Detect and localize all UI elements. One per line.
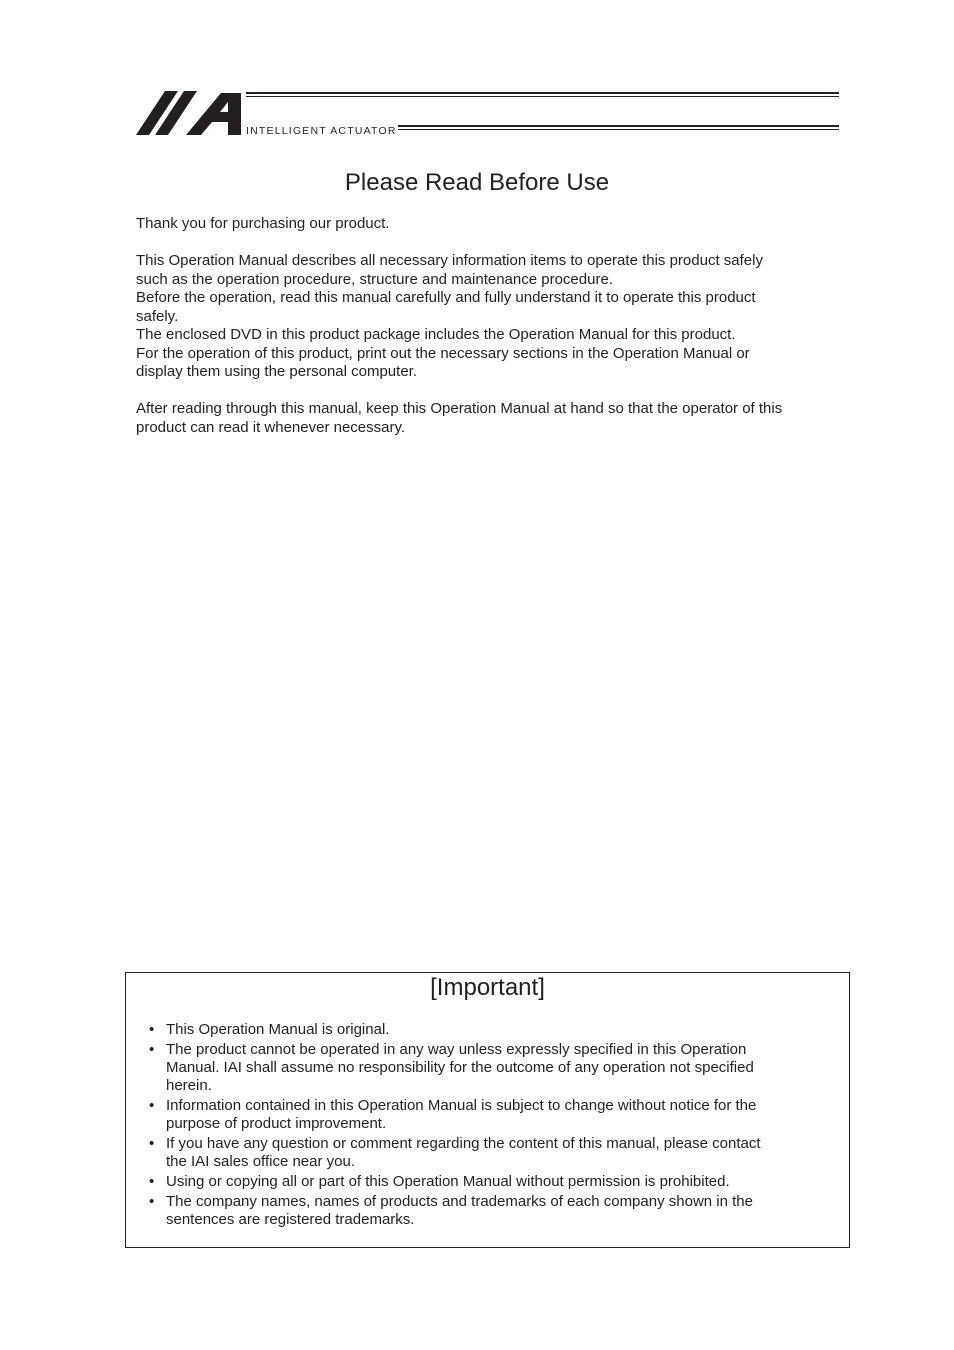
intro-paragraph [136,400,836,437]
important-line: This Operation Manual is original. [166,1021,390,1038]
bullet-icon: • [149,1135,155,1152]
header-rule-lower [398,125,839,127]
page-header [136,88,840,140]
intro-line: Thank you for purchasing our product. [136,215,390,232]
important-line: Using or copying all or part of this Operation Manual without permission is prohibited. [166,1173,730,1190]
important-item [146,1097,826,1133]
intro-line: such as the operation procedure, structure and maintenance procedure. [136,270,613,288]
iai-logo [136,91,244,135]
intro-line: For the operation of this product, print out the necessary sections in the Operation Manual or [136,344,750,362]
page-title: Please Read Before Use [344,169,610,196]
important-item [146,1041,826,1095]
important-item [146,1021,826,1039]
important-notice-box [125,972,850,1248]
important-list [146,1021,826,1231]
bullet-icon: • [149,1021,155,1038]
important-item [146,1135,826,1171]
bullet-icon: • [149,1193,155,1210]
important-line: sentences are registered trademarks. [166,1211,415,1228]
important-item [146,1173,826,1191]
intro-line: product can read it whenever necessary. [136,418,406,436]
intro-paragraph [136,252,836,382]
intro-line: display them using the personal computer. [136,363,417,380]
important-line: herein. [166,1077,212,1094]
important-line: purpose of product improvement. [166,1115,387,1132]
logo-a-shape [186,93,241,135]
important-line: The company names, names of products and trademarks of each company shown in the [166,1193,753,1210]
important-line: the IAI sales office near you. [166,1153,356,1170]
brand-name: INTELLIGENT ACTUATOR [246,125,397,137]
bullet-icon: • [149,1097,155,1114]
intro-line: The enclosed DVD in this product package includes the Operation Manual for this product. [136,326,736,343]
important-line: Manual. IAI shall assume no responsibility for the outcome of any operation not specified [166,1059,754,1076]
important-line: Information contained in this Operation Manual is subject to change without notice for the [166,1097,757,1114]
header-rule-lower-thin [398,129,839,130]
header-rule-upper-thin [246,96,839,97]
header-rule-upper [246,92,839,94]
intro-line: safely. [136,307,179,325]
bullet-icon: • [149,1041,155,1058]
bullet-icon: • [149,1173,155,1190]
intro-paragraph [136,215,836,234]
intro-line: This Operation Manual describes all necessary information items to operate this product safely [136,252,763,269]
important-line: If you have any question or comment regarding the content of this manual, please contact [166,1135,761,1152]
intro-line: Before the operation, read this manual carefully and fully understand it to operate this product [136,289,756,306]
intro-text [136,215,836,437]
important-line: The product cannot be operated in any way unless expressly specified in this Operation [166,1041,747,1058]
important-item [146,1193,826,1229]
important-title: [Important] [430,974,545,1001]
intro-line: After reading through this manual, keep this Operation Manual at hand so that the operator of this [136,400,783,417]
